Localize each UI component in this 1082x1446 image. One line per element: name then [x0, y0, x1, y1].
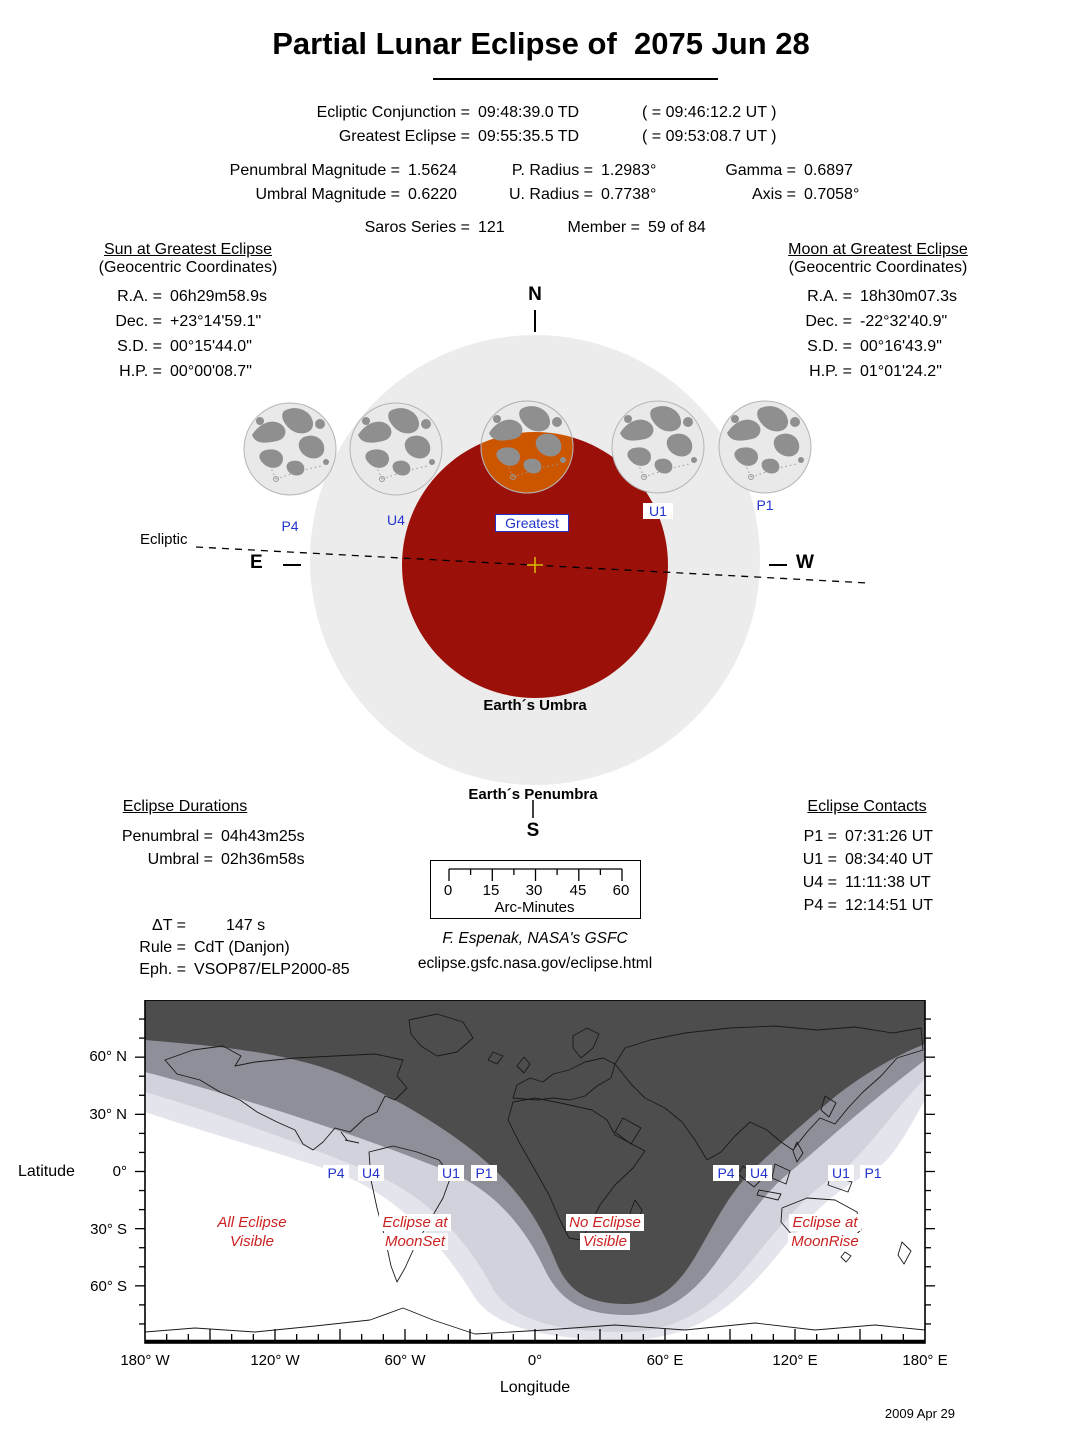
lat-tick-0: 0°	[112, 1163, 127, 1180]
lat-tick-60s: 60° S	[90, 1278, 127, 1295]
contact-label-greatest: Greatest	[495, 514, 569, 532]
lon-tick-180w: 180° W	[120, 1352, 170, 1369]
map-ylabel: Latitude	[18, 1163, 75, 1180]
sun-subtitle: (Geocentric Coordinates)	[98, 259, 278, 276]
scale-label: Arc-Minutes	[494, 899, 575, 916]
contact-u4-time-value: 11:11:38 UT	[845, 874, 931, 891]
delta-t-value: 147 s	[226, 917, 266, 934]
moon-hp-label: H.P. =	[809, 363, 852, 380]
ephemeris-value: VSOP87/ELP2000-85	[194, 961, 350, 978]
moon-sd-label: S.D. =	[807, 338, 852, 355]
p-radius-label: P. Radius =	[511, 162, 593, 179]
moon-dec-label: Dec. =	[805, 313, 852, 330]
conjunction-label: Ecliptic Conjunction =	[316, 104, 470, 121]
moon-sd-value: 00°16'43.9"	[860, 338, 942, 355]
conjunction-ut: ( = 09:46:12.2 UT )	[642, 104, 777, 121]
map-contact-left-u1: U1	[438, 1165, 464, 1181]
map-region-moonset-line2: MoonSet	[382, 1233, 448, 1250]
map-contact-left-p4: P4	[323, 1165, 349, 1181]
eclipse-geometry-diagram	[0, 280, 1082, 855]
scale-tick-30: 30	[525, 882, 543, 899]
moon-hp-value: 01°01'24.2"	[860, 363, 942, 380]
moon-u1	[612, 401, 704, 493]
penumbral-duration-value: 04h43m25s	[221, 828, 305, 845]
rule-label: Rule =	[139, 939, 186, 956]
contact-label-u4: U4	[387, 512, 405, 528]
map-region-moonrise-line1: Eclipse at	[789, 1214, 860, 1231]
member-value: 59 of 84	[648, 219, 706, 236]
stats-row-2	[150, 186, 859, 204]
map-contact-right-u1: U1	[828, 1165, 854, 1181]
greatest-row	[266, 128, 776, 146]
visibility-map	[130, 1000, 940, 1350]
gamma-value: 0.6897	[804, 162, 853, 179]
contact-p4-time-label: P4 =	[803, 897, 837, 914]
moon-ra-value: 18h30m07.3s	[860, 288, 957, 305]
map-region-moonset-line1: Eclipse at	[379, 1214, 450, 1231]
u-radius-value: 0.7738°	[601, 186, 657, 203]
moon-u4	[350, 403, 442, 495]
contact-label-p1: P1	[756, 497, 774, 513]
lat-tick-30n: 30° N	[89, 1106, 127, 1123]
south-label: S	[526, 820, 540, 841]
saros-row	[350, 219, 706, 237]
map-xlabel: Longitude	[499, 1379, 571, 1396]
lon-tick-0: 0°	[527, 1352, 543, 1369]
moon-p1	[719, 401, 811, 493]
conjunction-row	[266, 104, 776, 122]
greatest-ut: ( = 09:53:08.7 UT )	[642, 128, 777, 145]
greatest-value: 09:55:35.5 TD	[478, 128, 580, 145]
west-label: W	[796, 552, 814, 573]
contact-p1-time-label: P1 =	[803, 828, 837, 845]
credit-author: F. Espenak, NASA's GSFC	[442, 930, 628, 947]
u-radius-label: U. Radius =	[508, 186, 593, 203]
moon-ra-label: R.A. =	[807, 288, 852, 305]
contact-label-u1: U1	[643, 503, 673, 519]
map-contact-right-u4: U4	[746, 1165, 772, 1181]
moon-subtitle: (Geocentric Coordinates)	[788, 259, 968, 276]
ephemeris-label: Eph. =	[139, 961, 186, 978]
durations-title-wrap	[90, 798, 280, 816]
pen-mag-value: 1.5624	[408, 162, 457, 179]
umb-mag-value: 0.6220	[408, 186, 457, 203]
moon-p4	[244, 403, 336, 495]
sun-hp-value: 00°00'08.7"	[170, 363, 252, 380]
map-contact-left-p1: P1	[471, 1165, 497, 1181]
map-contact-right-p4: P4	[713, 1165, 739, 1181]
revision-date: 2009 Apr 29	[884, 1406, 955, 1421]
penumbra-label: Earth´s Penumbra	[468, 786, 598, 803]
umbral-duration-value: 02h36m58s	[221, 851, 305, 868]
contact-u1-time-label: U1 =	[802, 851, 837, 868]
map-region-no-eclipse	[535, 1213, 675, 1251]
lon-tick-60e: 60° E	[646, 1352, 684, 1369]
sun-hp-label: H.P. =	[119, 363, 162, 380]
moon-title: Moon at Greatest Eclipse	[788, 241, 968, 258]
p-radius-value: 1.2983°	[601, 162, 657, 179]
lon-tick-120e: 120° E	[772, 1352, 818, 1369]
title-underline	[433, 78, 718, 80]
lon-tick-180e: 180° E	[902, 1352, 948, 1369]
lon-tick-60w: 60° W	[384, 1352, 426, 1369]
sun-ra-label: R.A. =	[117, 288, 162, 305]
umb-mag-label: Umbral Magnitude =	[255, 186, 400, 203]
contact-p4-time-value: 12:14:51 UT	[845, 897, 934, 914]
lat-tick-30s: 30° S	[90, 1221, 127, 1238]
gamma-label: Gamma =	[725, 162, 796, 179]
scale-tick-60: 60	[612, 882, 630, 899]
conjunction-value: 09:48:39.0 TD	[478, 104, 580, 121]
scale-tick-15: 15	[482, 882, 500, 899]
map-region-moonrise-line2: MoonRise	[788, 1233, 862, 1250]
ecliptic-label: Ecliptic	[140, 531, 188, 548]
contact-p1-time-value: 07:31:26 UT	[845, 828, 934, 845]
sun-dec-value: +23°14'59.1"	[170, 313, 262, 330]
member-label: Member =	[567, 219, 640, 236]
contact-label-p4: P4	[281, 518, 299, 534]
contacts-title: Eclipse Contacts	[807, 798, 927, 815]
sun-block-title	[58, 241, 318, 277]
contacts-title-wrap	[772, 798, 962, 816]
stats-row-1	[150, 162, 853, 180]
page-title: Partial Lunar Eclipse of 2075 Jun 28	[272, 26, 810, 61]
contact-u4-time-label: U4 =	[802, 874, 837, 891]
delta-t-label: ΔT =	[152, 917, 186, 934]
saros-label: Saros Series =	[364, 219, 470, 236]
umbral-duration-label: Umbral =	[147, 851, 213, 868]
greatest-label: Greatest Eclipse =	[338, 128, 470, 145]
lat-tick-60n: 60° N	[89, 1048, 127, 1065]
sun-sd-label: S.D. =	[117, 338, 162, 355]
map-region-moonrise	[755, 1213, 895, 1251]
umbra-label: Earth´s Umbra	[483, 697, 587, 714]
scale-tick-0: 0	[443, 882, 453, 899]
map-contact-right-p1: P1	[860, 1165, 886, 1181]
map-region-all-visible-line2: Visible	[227, 1233, 277, 1250]
axis-value: 0.7058°	[804, 186, 860, 203]
sun-ra-value: 06h29m58.9s	[170, 288, 267, 305]
penumbral-duration-label: Penumbral =	[121, 828, 213, 845]
pen-mag-label: Penumbral Magnitude =	[229, 162, 400, 179]
map-region-moonset	[345, 1213, 485, 1251]
moon-dec-value: -22°32'40.9"	[860, 313, 948, 330]
axis-label: Axis =	[751, 186, 796, 203]
map-contact-left-u4: U4	[358, 1165, 384, 1181]
saros-value: 121	[478, 219, 505, 236]
map-region-no-eclipse-line2: Visible	[580, 1233, 630, 1250]
sun-sd-value: 00°15'44.0"	[170, 338, 252, 355]
rule-value: CdT (Danjon)	[194, 939, 290, 956]
credit-url: eclipse.gsfc.nasa.gov/eclipse.html	[417, 955, 653, 972]
east-label: E	[250, 552, 263, 573]
north-label: N	[528, 284, 542, 305]
map-region-all-visible-line1: All Eclipse	[214, 1214, 289, 1231]
durations-title: Eclipse Durations	[122, 798, 248, 815]
lon-tick-120w: 120° W	[250, 1352, 300, 1369]
contact-u1-time-value: 08:34:40 UT	[845, 851, 934, 868]
moon-block-title	[748, 241, 1008, 277]
map-region-no-eclipse-line1: No Eclipse	[566, 1214, 644, 1231]
sun-title: Sun at Greatest Eclipse	[103, 241, 273, 258]
scale-tick-45: 45	[569, 882, 587, 899]
map-region-all-visible	[182, 1213, 322, 1251]
sun-dec-label: Dec. =	[115, 313, 162, 330]
